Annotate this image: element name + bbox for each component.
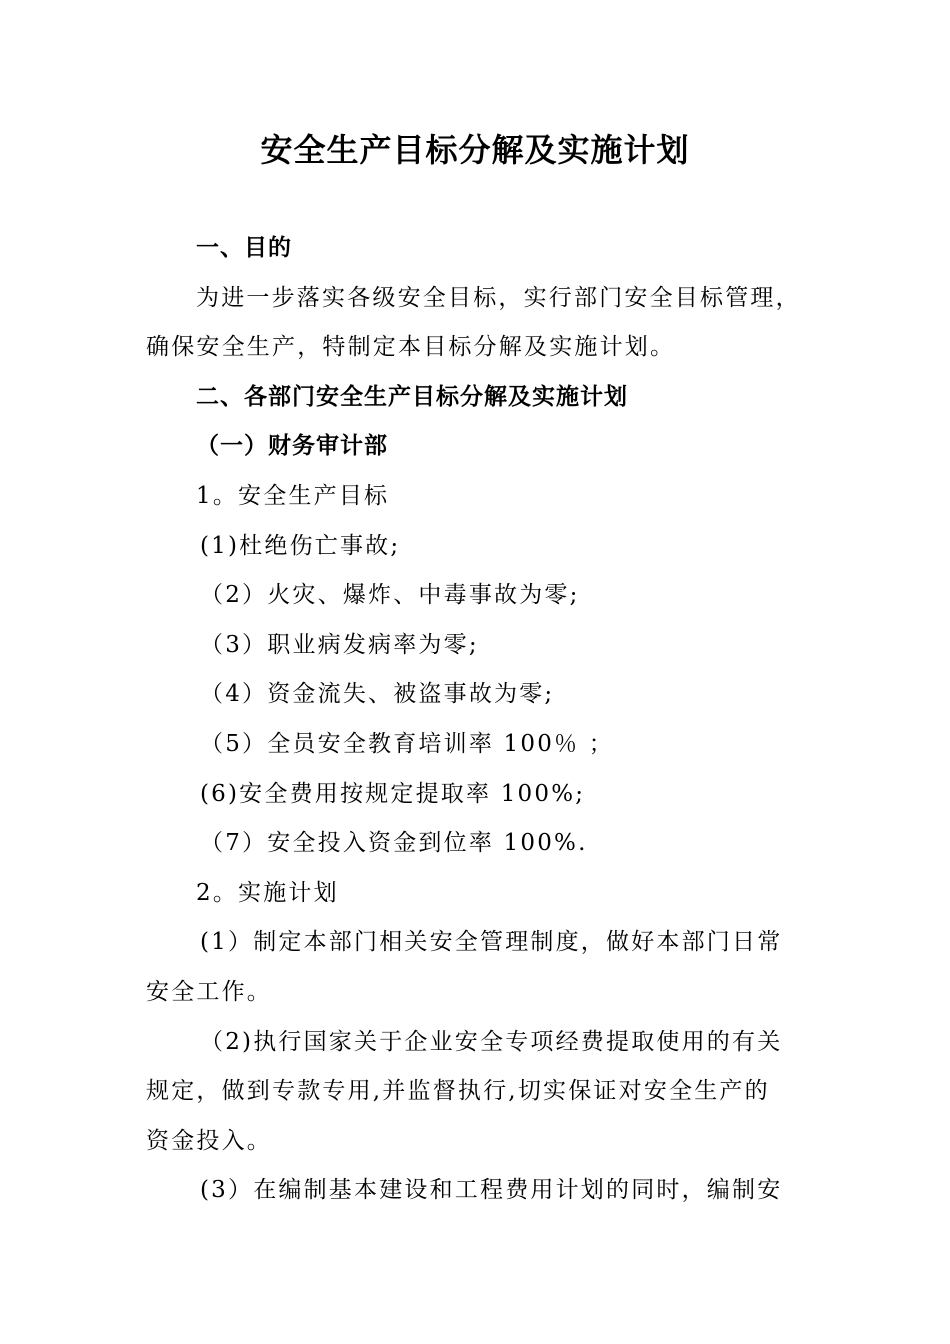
paragraph-line: 确保安全生产，特制定本目标分解及实施计划。 (146, 334, 676, 361)
paragraph-line: 为进一步落实各级安全目标，实行部门安全目标管理， (196, 284, 801, 311)
list-heading-goals: 1。安全生产目标 (196, 482, 390, 509)
section-heading-purpose: 一、目的 (196, 235, 292, 261)
list-item: (6)安全费用按规定提取率 100%; (200, 780, 586, 807)
section-heading-departments: 二、各部门安全生产目标分解及实施计划 (196, 383, 628, 410)
list-heading-plan: 2。实施计划 (196, 879, 339, 906)
paragraph-line: 规定，做到专款专用,并监督执行,切实保证对安全生产的 (146, 1078, 770, 1105)
paragraph-line: (3）在编制基本建设和工程费用计划的同时，编制安 (200, 1177, 783, 1204)
paragraph-line: 安全工作。 (146, 978, 272, 1005)
paragraph-line: 资金投入。 (146, 1127, 272, 1154)
list-item: （2）火灾、爆炸、中毒事故为零; (200, 582, 580, 609)
list-item: （5）全员安全教育培训率 100％ ； (200, 730, 614, 757)
list-item: （3）职业病发病率为零; (200, 631, 479, 658)
document-body (146, 224, 808, 1216)
paragraph-line: （2)执行国家关于企业安全专项经费提取使用的有关 (200, 1028, 783, 1055)
list-item: （7）安全投入资金到位率 100%. (200, 830, 588, 857)
document-title: 安全生产目标分解及实施计划 (260, 131, 690, 169)
subsection-heading-finance: （一）财务审计部 (196, 433, 388, 460)
paragraph-line: (1）制定本部门相关安全管理制度，做好本部门日常 (200, 929, 783, 956)
list-item: （4）资金流失、被盗事故为零; (200, 681, 555, 708)
list-item: (1)杜绝伤亡事故; (200, 532, 401, 559)
